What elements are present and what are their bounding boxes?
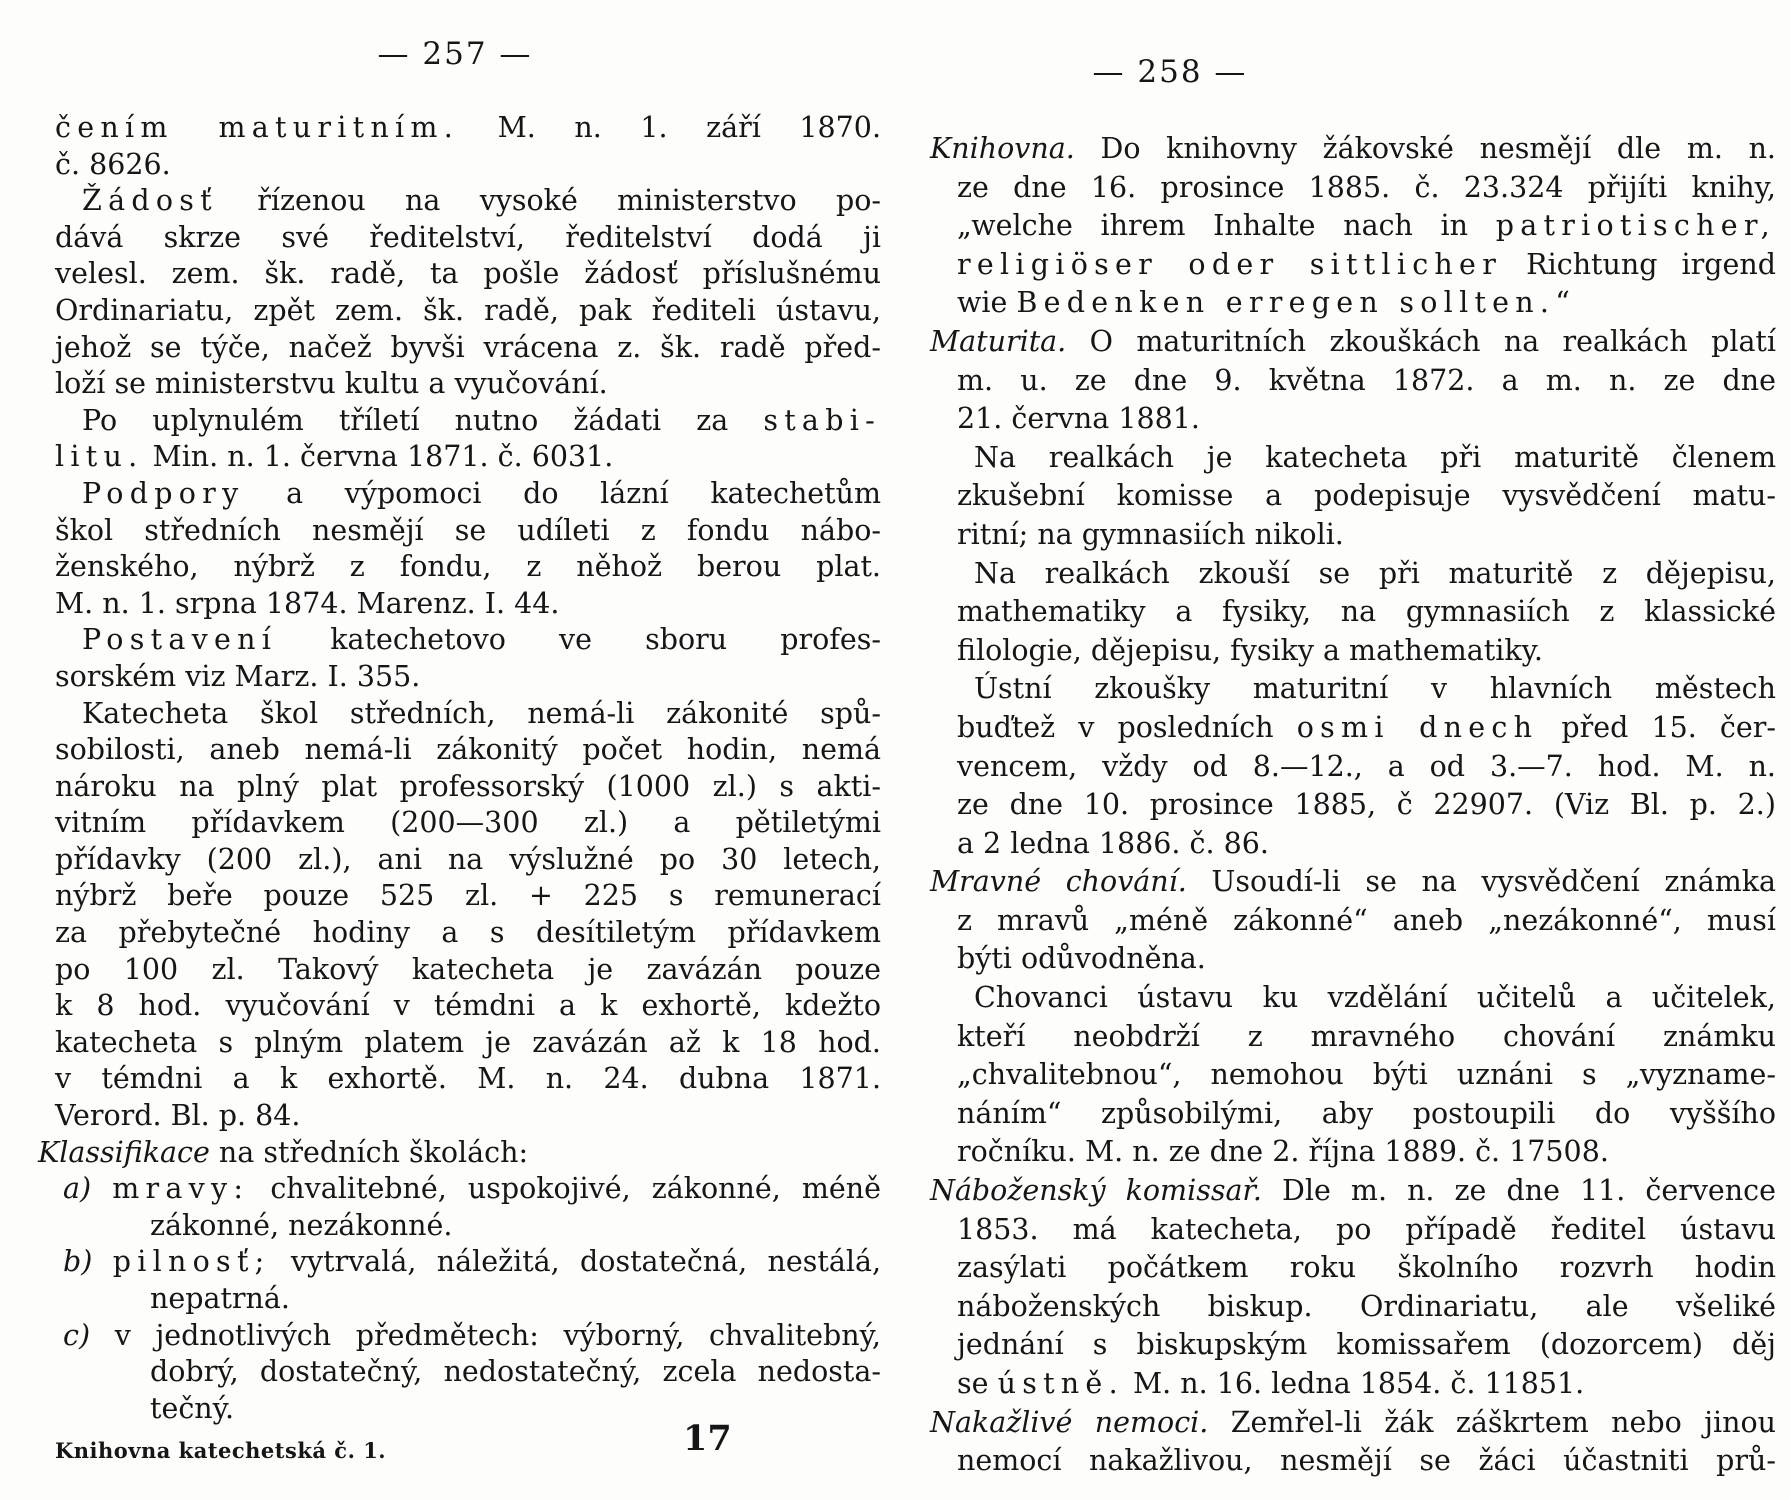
text-block <box>930 670 1776 863</box>
text-line: litu. Min. n. 1. června 1871. č. 6031. <box>55 440 614 474</box>
text-line: ze dne 10. prosince 1885, č 22907. (Viz Bl. p. 2.) <box>957 788 1776 822</box>
left-page-number: — 257 — <box>377 36 533 72</box>
text-line: za přebytečné hodiny a s desítiletým přídavkem <box>55 916 881 950</box>
text-block <box>930 1404 1776 1481</box>
text-block <box>55 622 881 695</box>
text-block <box>38 1135 881 1172</box>
text-line: dobrý, dostatečný, nedostatečný, zcela nedosta- <box>150 1355 881 1389</box>
text-line: čením maturitním. M. n. 1. září 1870. <box>55 111 882 144</box>
text-line: kteří neobdrží z mravného chování známku <box>957 1019 1776 1053</box>
text-line: Mravné chování. Usoudí-li se na vysvědčení známka <box>930 865 1776 899</box>
text-line: z mravů „méně zákonné“ aneb „nezákonné“, musí <box>957 903 1776 937</box>
text-line: Na realkách zkouší se při maturitě z dějepisu, <box>974 556 1776 590</box>
text-line: sobilosti, aneb nemá-li zákonitý počet hodin, nemá <box>55 733 881 767</box>
text-line: dává skrze své ředitelství, ředitelství dodá ji <box>55 220 881 254</box>
text-line: Knihovna. Do knihovny žákovské nesmějí dle m. n. <box>930 132 1776 165</box>
text-line: škol středních nesmějí se udíleti z fondu nábo- <box>55 513 881 547</box>
text-block <box>930 1172 1776 1404</box>
text-line: zákonné, nezákonné. <box>150 1208 453 1242</box>
text-block <box>930 323 1776 439</box>
text-line: Maturita. O maturitních zkouškách na realkách platí <box>930 324 1776 358</box>
text-line: 1853. má katecheta, po případě ředitel ústavu <box>957 1212 1776 1246</box>
text-line: ženského, nýbrž z fondu, z něhož berou plat. <box>55 550 881 584</box>
text-line: katecheta s plným platem je zavázán až k 18 hod. <box>55 1025 881 1059</box>
text-line: se ústně. M. n. 16. ledna 1854. č. 11851. <box>957 1367 1585 1400</box>
text-block <box>930 439 1776 555</box>
right-column-text <box>930 130 1776 1481</box>
text-line: vencem, vždy od 8.—12., a od 3.—7. hod. M. n. <box>957 749 1776 783</box>
text-line: č. 8626. <box>55 147 171 181</box>
text-line: M. n. 1. srpna 1874. Marenz. I. 44. <box>55 586 560 620</box>
text-line: ze dne 16. prosince 1885. č. 23.324 přijíti knihy, <box>957 170 1776 204</box>
text-line: tečný. <box>150 1391 235 1425</box>
text-line: Na realkách je katecheta při maturitě členem <box>974 440 1776 474</box>
text-block <box>55 1171 881 1244</box>
text-line: Ordinariatu, zpět zem. šk. radě, pak řediteli ústavu, <box>55 293 881 327</box>
text-line: k 8 hod. vyučování v témdni a k exhortě, kdežto <box>55 989 881 1023</box>
text-line: nýbrž beře pouze 525 zl. + 225 s remunerací <box>55 879 881 913</box>
text-line: a) mravy: chvalitebné, uspokojivé, zákonné, méně <box>63 1172 881 1206</box>
text-line: přídavky (200 zl.), ani na výslužné po 30 letech, <box>55 842 881 876</box>
text-line: náboženských biskup. Ordinariatu, ale všeliké <box>957 1289 1776 1323</box>
text-block <box>930 979 1776 1172</box>
text-line: c) v jednotlivých předmětech: výborný, chvalitebný, <box>63 1318 881 1352</box>
text-line: loží se ministerstvu kultu a vyučování. <box>55 367 608 401</box>
text-line: Náboženský komissař. Dle m. n. ze dne 11. července <box>930 1174 1776 1208</box>
text-line: jednání s biskupským komissařem (dozorcem) děj <box>957 1328 1776 1362</box>
text-line: nemocí nakažlivou, nesmějí se žáci účastniti prů- <box>957 1444 1776 1478</box>
text-block <box>930 555 1776 671</box>
text-block <box>55 696 881 1135</box>
text-line: sorském viz Marz. I. 355. <box>55 659 421 693</box>
left-column-text <box>38 110 882 1427</box>
text-line: buďtež v posledních osmi dnech před 15. čer- <box>957 710 1777 744</box>
text-line: mathematiky a fysiky, na gymnasiích z klassické <box>957 595 1776 629</box>
text-line: „chvalitebnou“, nemohou býti uznáni s „vyzname- <box>957 1058 1776 1092</box>
text-line: nepatrná. <box>150 1282 290 1315</box>
text-line: Klassifikace na středních školách: <box>38 1135 529 1169</box>
text-block <box>930 863 1776 979</box>
text-line: religiöser oder sittlicher Richtung irgend <box>957 247 1776 281</box>
text-line: „welche ihrem Inhalte nach in patriotischer, <box>957 209 1776 243</box>
text-line: po 100 zl. Takový katecheta je zavázán pouze <box>55 952 881 986</box>
text-line: Postavení katechetovo ve sboru profes- <box>82 623 881 657</box>
text-line: m. u. ze dne 9. května 1872. a m. n. ze dne <box>957 363 1776 397</box>
text-line: Nakažlivé nemoci. Zemřel-li žák záškrtem nebo jinou <box>930 1405 1776 1439</box>
text-block <box>55 183 881 403</box>
text-line: Chovanci ústavu ku vzdělání učitelů a učitelek, <box>974 981 1776 1015</box>
text-line: jehož se týče, načež byvši vrácena z. šk. radě před- <box>55 330 881 364</box>
text-block <box>55 1244 881 1317</box>
text-line: velesl. zem. šk. radě, ta pošle žádosť příslušnému <box>55 257 881 291</box>
sheet-signature: 17 <box>683 1418 732 1459</box>
text-line: Katecheta škol středních, nemá-li zákonité spů- <box>82 696 881 730</box>
right-page-number: — 258 — <box>1092 54 1248 90</box>
text-line: Podpory a výpomoci do lázní katechetům <box>82 476 881 510</box>
text-line: Ústní zkoušky maturitní v hlavních městech <box>974 672 1776 706</box>
text-line: zkušební komisse a podepisuje vysvědčení matu- <box>957 479 1776 513</box>
text-line: nároku na plný plat professorský (1000 zl.) s akti- <box>55 769 881 803</box>
text-line: 21. června 1881. <box>957 402 1200 436</box>
text-line: wie Bedenken erregen sollten.“ <box>957 286 1570 320</box>
text-line: b) pilnosť; vytrvalá, náležitá, dostatečná, nestálá, <box>63 1245 881 1279</box>
text-block <box>55 476 881 622</box>
text-block <box>55 1318 881 1428</box>
text-line: filologie, dějepisu, fysiky a mathematiky. <box>957 633 1543 667</box>
text-line: zasýlati počátkem roku školního rozvrh hodin <box>957 1251 1776 1285</box>
text-line: Po uplynulém tříletí nutno žádati za stabi- <box>82 403 881 437</box>
text-line: vitním přídavkem (200—300 zl.) a pětiletými <box>55 806 881 840</box>
text-line: ročníku. M. n. ze dne 2. října 1889. č. 17508. <box>957 1135 1609 1169</box>
text-line: ritní; na gymnasiích nikoli. <box>957 517 1344 551</box>
footer-imprint: Knihovna katechetská č. 1. <box>55 1438 387 1463</box>
text-block <box>930 130 1776 323</box>
text-line: Žádosť řízenou na vysoké ministerstvo po- <box>82 184 881 218</box>
text-line: v témdni a k exhortě. M. n. 24. dubna 1871. <box>55 1062 881 1096</box>
text-line: býti odůvodněna. <box>957 942 1206 976</box>
text-block <box>55 110 881 183</box>
text-block <box>55 403 881 476</box>
text-line: a 2 ledna 1886. č. 86. <box>957 826 1269 860</box>
text-line: náním“ způsobilými, aby postoupili do vyššího <box>957 1096 1776 1130</box>
text-line: Verord. Bl. p. 84. <box>55 1099 301 1133</box>
